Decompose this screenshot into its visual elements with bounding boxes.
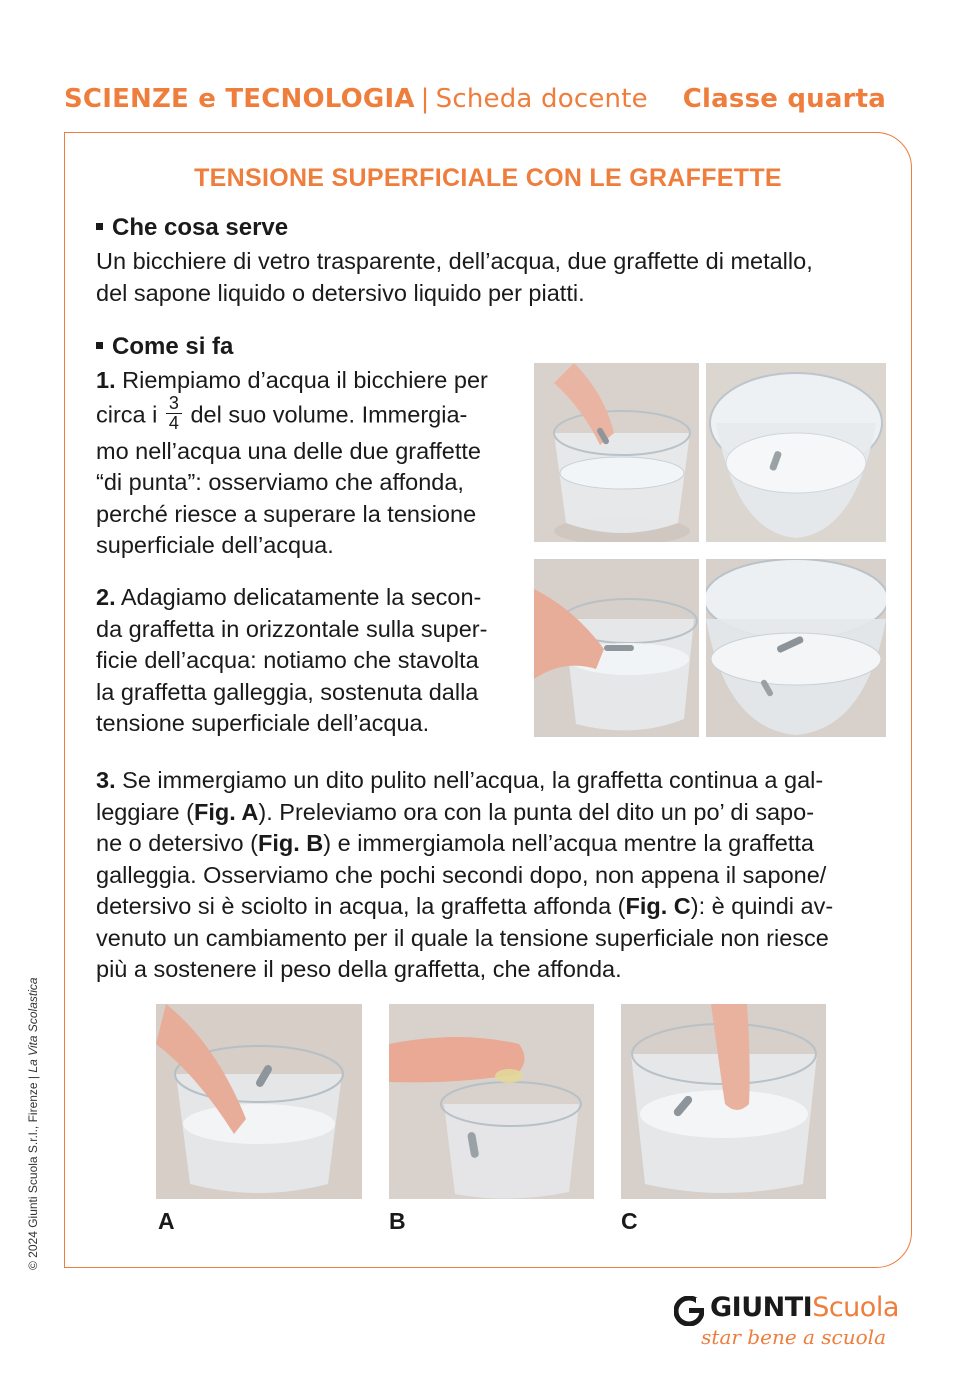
- text-line: [96, 765, 886, 797]
- section-heading-text: Che cosa serve: [112, 214, 289, 241]
- figure-a-label: A: [158, 1208, 175, 1234]
- section-heading-materials: [96, 214, 288, 242]
- fraction-denominator: 4: [168, 412, 179, 433]
- text-line: [96, 891, 886, 923]
- bullet-icon: [96, 223, 103, 230]
- giunti-logo-icon: [674, 1296, 704, 1326]
- text-line: galleggia. Osserviamo che pochi secondi dopo, non appena il sapone/: [96, 861, 827, 888]
- text-line: [96, 392, 510, 436]
- text-line: Un bicchiere di vetro trasparente, dell’acqua, due graffette di metallo,: [96, 248, 813, 274]
- step-2-text: [96, 582, 510, 740]
- giunti-scuola-logo: [646, 1292, 899, 1352]
- fig-ref-a: Fig. A: [193, 798, 259, 825]
- photo-step1-left: [534, 363, 699, 542]
- fraction-numerator: 3: [166, 394, 182, 414]
- text-line: venuto un cambiamento per il quale la tensione superficiale non riesce: [96, 924, 829, 951]
- photo-step2-right: [706, 559, 886, 737]
- photo-step1-right: [706, 363, 886, 542]
- text-line: più a sostenere il peso della graffetta, che affonda.: [96, 956, 622, 982]
- text-line: [96, 797, 886, 829]
- figure-c-photo: [621, 1004, 826, 1199]
- step-number: 3.: [96, 767, 116, 793]
- subject-label: SCIENZE e TECNOLOGIA: [64, 84, 415, 114]
- text-span: detersivo si è sciolto in acqua, la graffetta affonda (: [96, 893, 626, 919]
- section-heading-text: Come si fa: [112, 333, 234, 360]
- magazine-name: La Vita Scolastica: [26, 977, 40, 1073]
- finger-with-soap-photo: [389, 1004, 594, 1199]
- text-line: [96, 828, 886, 860]
- glass-finger-photo: [534, 363, 699, 542]
- page-header: [64, 84, 886, 124]
- text-line: la graffetta galleggia, sostenuta dalla: [96, 678, 479, 705]
- text-line: [96, 365, 510, 397]
- text-span: ne o detersivo (: [96, 830, 258, 856]
- step-3-text: [96, 765, 886, 986]
- finger-in-water-photo: [156, 1004, 362, 1199]
- page-title: TENSIONE SUPERFICIALE CON LE GRAFFETTE: [194, 164, 782, 192]
- text-span: Riempiamo d’acqua il bicchiere per: [122, 367, 488, 393]
- logo-tagline: star bene a scuola: [701, 1325, 886, 1349]
- step-number: 1.: [96, 367, 116, 393]
- step-number: 2.: [96, 584, 116, 610]
- figure-a-photo: [156, 1004, 362, 1199]
- header-separator: |: [420, 84, 430, 114]
- fig-ref-b: Fig. B: [257, 830, 324, 856]
- glass-finger-clip-photo: [534, 559, 699, 737]
- step-1-text: [96, 365, 510, 562]
- text-line: del sapone liquido o detersivo liquido per piatti.: [96, 279, 585, 306]
- text-span: Adagiamo delicatamente la secon-: [120, 584, 482, 610]
- text-span: circa i: [96, 401, 158, 428]
- text-line: [96, 582, 510, 614]
- figure-b-photo: [389, 1004, 594, 1199]
- text-line: superficiale dell’acqua.: [96, 532, 334, 558]
- figure-b-label: B: [389, 1208, 406, 1234]
- materials-text: [96, 246, 886, 309]
- copyright-text: © 2024 Giunti Scuola S.r.l., Firenze |: [26, 1072, 40, 1270]
- glass-top-photo: [706, 363, 886, 542]
- text-span: ) e immergiamola nell’acqua mentre la graffetta: [323, 830, 814, 856]
- section-heading-procedure: [96, 333, 233, 361]
- brand-suffix: Scuola: [812, 1292, 899, 1323]
- text-line: mo nell’acqua una delle due graffette: [96, 437, 481, 464]
- fig-ref-c: Fig. C: [625, 893, 691, 919]
- text-line: ficie dell’acqua: notiamo che stavolta: [96, 647, 479, 673]
- class-label: Classe quarta: [682, 84, 886, 114]
- text-line: perché riesce a superare la tensione: [96, 500, 477, 527]
- text-span: del suo volume. Immergia-: [190, 401, 468, 428]
- subject-heading: [64, 84, 648, 114]
- text-span: ): è quindi av-: [690, 893, 834, 919]
- text-span: leggiare (: [96, 798, 194, 825]
- sheet-type: Scheda docente: [435, 84, 648, 114]
- text-line: da graffetta in orizzontale sulla super-: [96, 615, 488, 642]
- text-line: “di punta”: osserviamo che affonda,: [96, 469, 464, 495]
- text-span: ). Preleviamo ora con la punta del dito un po’ di sapo-: [258, 798, 815, 825]
- copyright-notice: [26, 977, 40, 1270]
- logo-brand: [710, 1292, 899, 1323]
- glass-floating-clip-photo: [706, 559, 886, 737]
- text-line: tensione superficiale dell’acqua.: [96, 710, 430, 736]
- bullet-icon: [96, 342, 103, 349]
- finger-sinking-clip-photo: [621, 1004, 826, 1199]
- brand-name: GIUNTI: [710, 1292, 813, 1323]
- photo-step2-left: [534, 559, 699, 737]
- text-span: Se immergiamo un dito pulito nell’acqua, la graffetta continua a gal-: [122, 767, 824, 793]
- figure-c-label: C: [621, 1208, 638, 1234]
- fraction: [166, 394, 182, 433]
